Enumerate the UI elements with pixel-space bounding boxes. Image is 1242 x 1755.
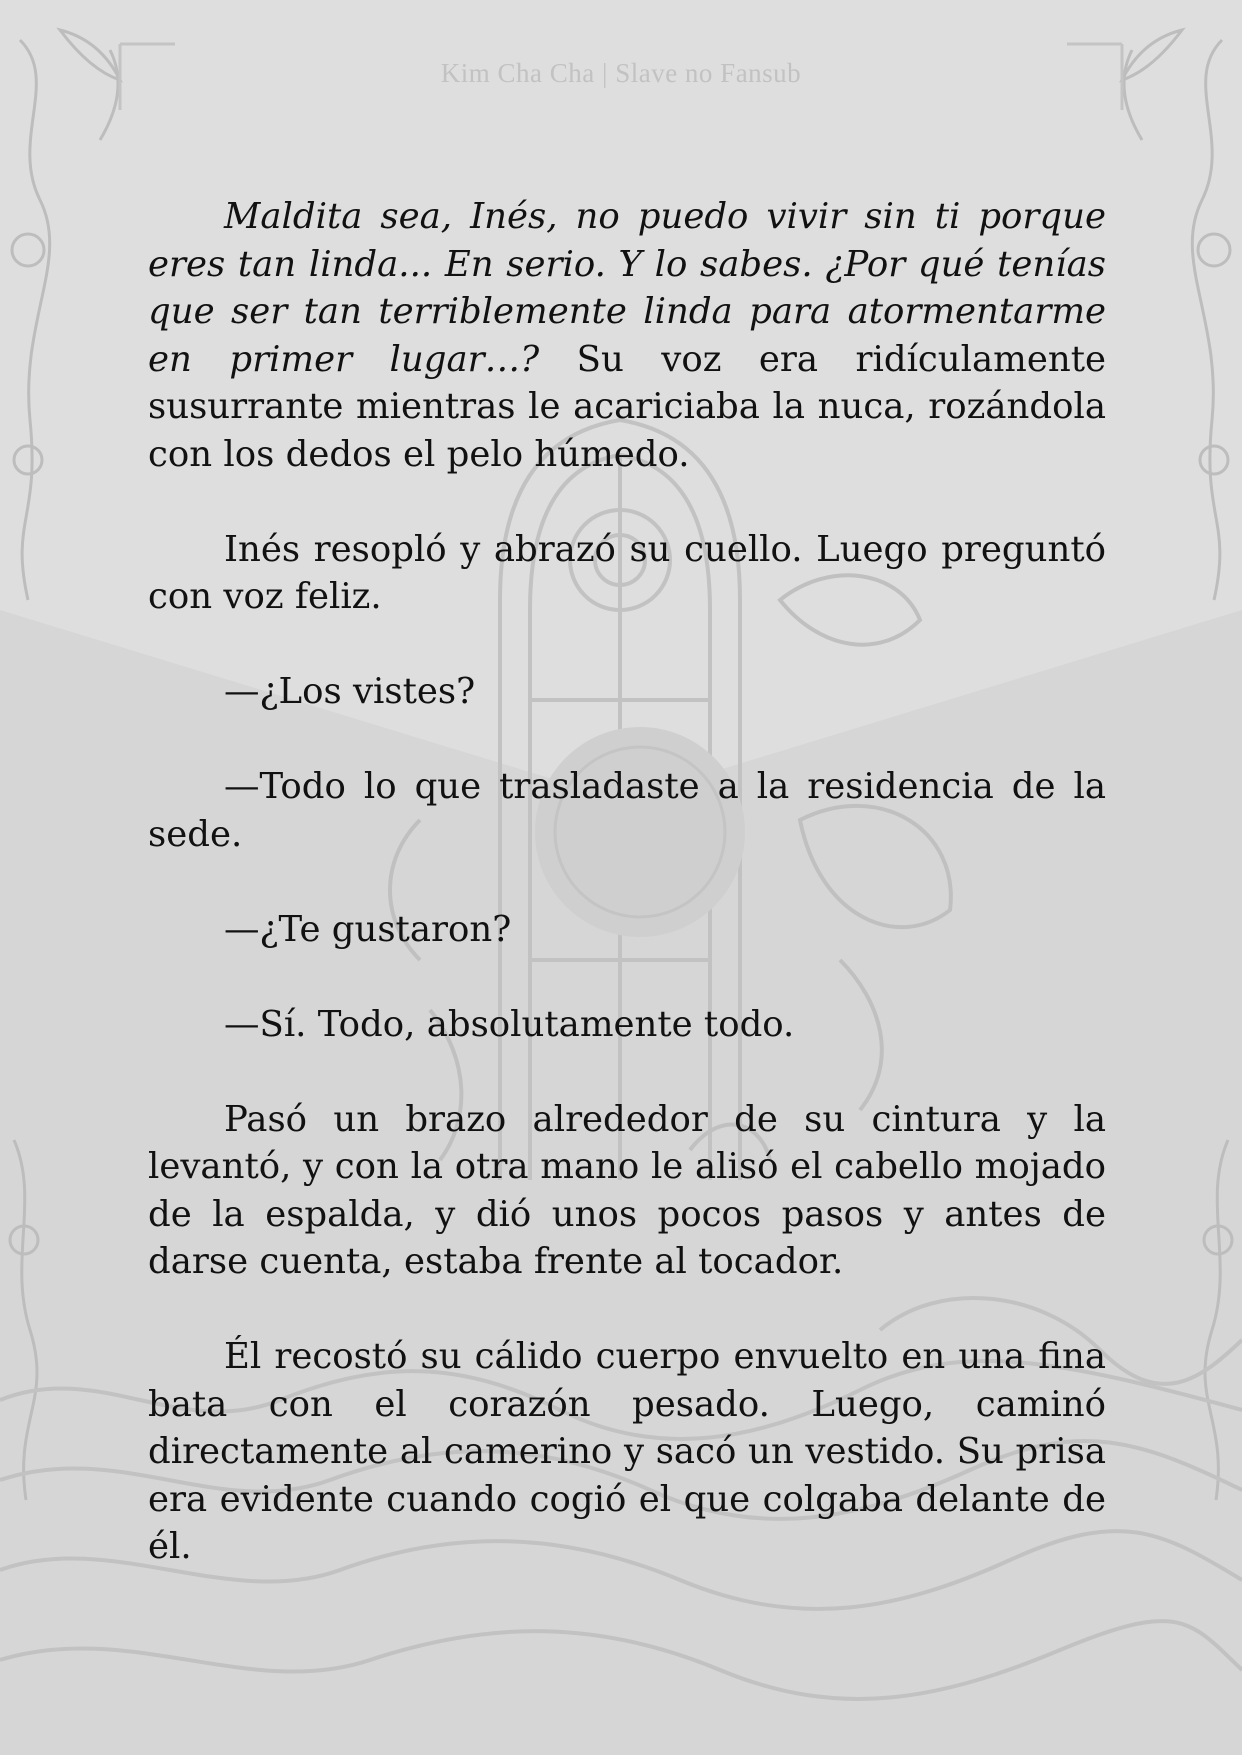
- dialogue-line: —¿Te gustaron?: [224, 908, 512, 950]
- paragraph-text: Su voz era ridículamente susurrante mientras le acariciaba la nuca, rozándola con los dedos el pelo húmedo.: [148, 338, 1106, 475]
- dialogue-line: —¿Los vistes?: [224, 671, 476, 712]
- fansub-watermark: Kim Cha Cha | Slave no Fansub: [440, 58, 802, 88]
- dialogue-line: —Sí. Todo, absolutamente todo.: [224, 1003, 795, 1045]
- paragraph: Inés resopló y abrazó su cuello. Luego preguntó con voz feliz.: [148, 528, 1106, 617]
- paragraph: Él recostó su cálido cuerpo envuelto en una fina bata con el corazón pesado. Luego, caminó directamente al camerino y sacó un vestido. Su prisa era evidente cuando cogió el que colgaba delante de él.: [148, 1336, 1106, 1567]
- italic-thought: Maldita sea, Inés, no puedo vivir sin ti porque eres tan linda... En serio. Y lo sabes. ¿Por qué tenías que ser tan terriblemente linda para atormentarme en primer lugar…?: [148, 196, 1106, 380]
- dialogue-line: —Todo lo que trasladaste a la residencia de la sede.: [148, 766, 1106, 855]
- paragraph: [148, 193, 1106, 478]
- paragraph: Pasó un brazo alrededor de su cintura y la levantó, y con la otra mano le alisó el cabello mojado de la espalda, y dió unos pocos pasos y antes de darse cuenta, estaba frente al tocador.: [148, 1098, 1106, 1282]
- body-text: [148, 193, 1106, 1618]
